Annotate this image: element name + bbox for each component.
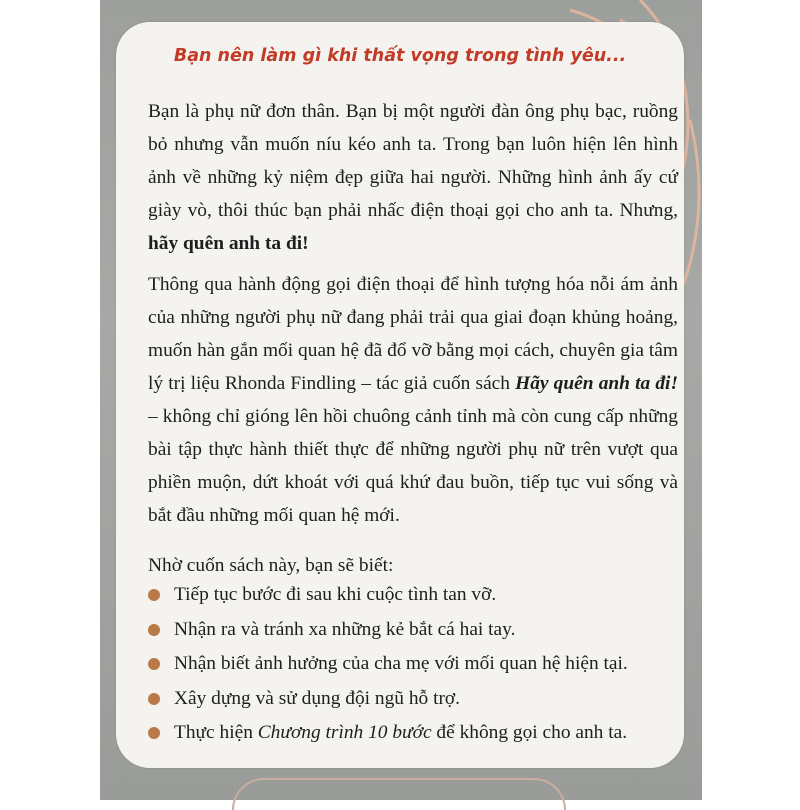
- list-item-text: Xây dựng và sử dụng đội ngũ hỗ trợ.: [174, 687, 461, 709]
- list-item-text: Thực hiện: [174, 722, 258, 744]
- paragraph-2: [148, 268, 678, 532]
- bullet-dot-icon: [148, 658, 160, 670]
- program-title: Chương trình 10 bước: [257, 722, 432, 744]
- paragraph-2-before: Thông qua hành động gọi điện thoại để hình tượng hóa nỗi ám ảnh của những người phụ nữ đang phải trải qua giai đoạn khủng hoảng, muốn hàn gắn mối quan hệ đã đổ vỡ bằng mọi cách, chuyên gia tâm lý trị liệu Rhonda Findling – tác giả cuốn sách: [148, 274, 678, 394]
- bullet-dot-icon: [148, 727, 160, 739]
- bullet-dot-icon: [148, 693, 160, 705]
- list-item-text: Nhận biết ảnh hưởng của cha mẹ với mối quan hệ hiện tại.: [174, 653, 628, 675]
- benefit-list: [148, 578, 678, 751]
- bullet-dot-icon: [148, 589, 160, 601]
- paragraph-1-text: Bạn là phụ nữ đơn thân. Bạn bị một người đàn ông phụ bạc, ruồng bỏ nhưng vẫn muốn níu kéo anh ta. Trong bạn luôn hiện lên hình ảnh về những kỷ niệm đẹp giữa hai người. Những hình ảnh ấy cứ giày vò, thôi thúc bạn phải nhấc điện thoại gọi cho anh ta. Nhưng,: [148, 101, 678, 221]
- list-item-text: Tiếp tục bước đi sau khi cuộc tình tan vỡ.: [174, 584, 497, 605]
- list-item: [148, 647, 678, 682]
- list-item-text: Nhận ra và tránh xa những kẻ bắt cá hai tay.: [174, 618, 516, 640]
- section-title: Bạn nên làm gì khi thất vọng trong tình yêu...: [173, 46, 627, 66]
- paragraph-2-after: – không chỉ gióng lên hồi chuông cảnh tỉnh mà còn cung cấp những bài tập thực hành thiết thực để những người phụ nữ trên vượt qua phiền muộn, dứt khoát với quá khứ đau buồn, tiếp tục vui sống và bắt đầu những mối quan hệ mới.: [148, 406, 678, 526]
- list-item: [148, 613, 678, 648]
- list-item-text-end: để không gọi cho anh ta.: [431, 722, 628, 744]
- list-item: [148, 682, 678, 717]
- paragraph-1: [148, 95, 678, 260]
- bullet-dot-icon: [148, 624, 160, 636]
- list-intro: Nhờ cuốn sách này, bạn sẽ biết:: [148, 555, 394, 576]
- list-item: [148, 716, 678, 751]
- paragraph-1-bold: hãy quên anh ta đi!: [148, 233, 309, 254]
- bottom-ornament: [232, 778, 566, 810]
- book-title: Hãy quên anh ta đi!: [515, 373, 678, 394]
- list-item: [148, 578, 678, 613]
